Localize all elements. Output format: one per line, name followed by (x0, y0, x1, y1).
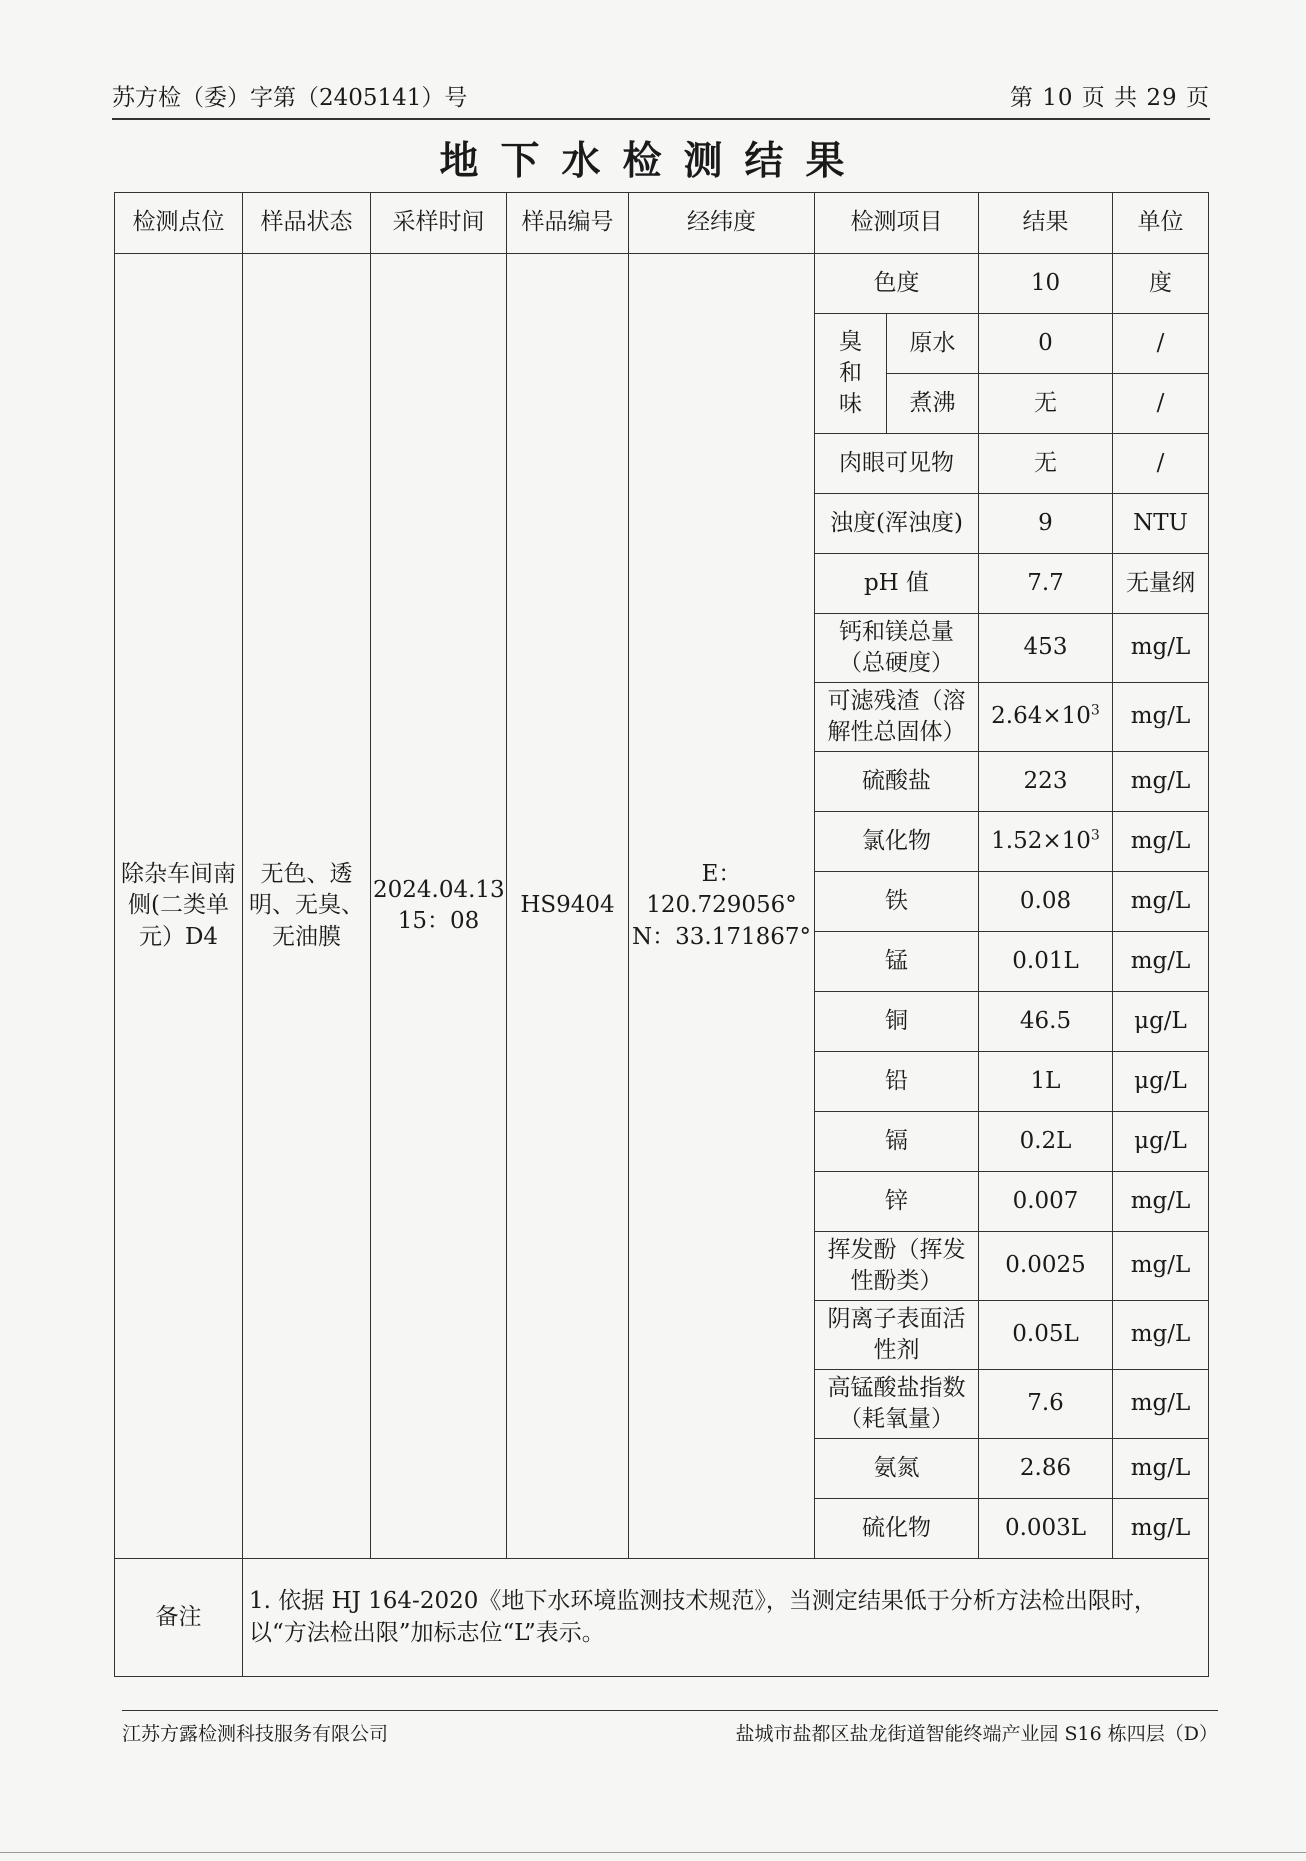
item-result: 0.007 (979, 1172, 1113, 1232)
sample-coordinates (629, 254, 815, 1559)
notes-row (115, 1559, 1209, 1677)
item-unit: mg/L (1113, 812, 1209, 872)
item-unit: mg/L (1113, 614, 1209, 683)
item-result: 9 (979, 494, 1113, 554)
item-name: 锰 (815, 932, 979, 992)
item-result: 无 (979, 434, 1113, 494)
item-unit: mg/L (1113, 1172, 1209, 1232)
item-name: 锌 (815, 1172, 979, 1232)
item-unit: mg/L (1113, 1499, 1209, 1559)
item-result: 453 (979, 614, 1113, 683)
result-base: 1.52×10 (991, 827, 1091, 854)
coord-north: N：33.171867° (631, 923, 811, 950)
odor-group-label: 臭和味 (815, 314, 887, 434)
page-title: 地下水检测结果 (439, 139, 867, 184)
item-unit: NTU (1113, 494, 1209, 554)
sample-time: 2024.04.13 15：08 (371, 254, 507, 1559)
report-number: 苏方检（委）字第（2405141）号 (112, 85, 468, 111)
page-header (112, 84, 1210, 120)
col-header: 检测点位 (115, 193, 243, 254)
item-name: pH 值 (815, 554, 979, 614)
item-result: 0 (979, 314, 1113, 374)
item-unit: mg/L (1113, 872, 1209, 932)
item-name: 高锰酸盐指数（耗氧量） (815, 1370, 979, 1439)
result-exponent: 3 (1090, 702, 1100, 719)
item-result: 0.05L (979, 1301, 1113, 1370)
col-header: 采样时间 (371, 193, 507, 254)
item-result: 0.0025 (979, 1232, 1113, 1301)
item-name: 氨氮 (815, 1439, 979, 1499)
item-name: 硫酸盐 (815, 752, 979, 812)
results-table (114, 192, 1209, 1677)
item-result: 7.6 (979, 1370, 1113, 1439)
notes-label: 备注 (115, 1559, 243, 1677)
item-result: 7.7 (979, 554, 1113, 614)
item-unit: / (1113, 374, 1209, 434)
item-result (979, 812, 1113, 872)
sample-location: 除杂车间南侧(二类单元）D4 (115, 254, 243, 1559)
item-unit: 无量纲 (1113, 554, 1209, 614)
col-header: 结果 (979, 193, 1113, 254)
table-row (115, 254, 1209, 314)
item-unit: mg/L (1113, 752, 1209, 812)
company-name: 江苏方露检测科技服务有限公司 (122, 1723, 389, 1745)
page-bottom-edge (0, 1852, 1306, 1853)
item-name: 硫化物 (815, 1499, 979, 1559)
col-header: 经纬度 (629, 193, 815, 254)
item-name: 钙和镁总量（总硬度） (815, 614, 979, 683)
item-unit: / (1113, 434, 1209, 494)
item-unit: / (1113, 314, 1209, 374)
page-footer (122, 1710, 1218, 1745)
item-result: 0.01L (979, 932, 1113, 992)
item-unit: mg/L (1113, 1232, 1209, 1301)
item-name: 镉 (815, 1112, 979, 1172)
item-name: 色度 (815, 254, 979, 314)
item-result: 2.86 (979, 1439, 1113, 1499)
item-unit: mg/L (1113, 1370, 1209, 1439)
item-unit: mg/L (1113, 932, 1209, 992)
item-name: 可滤残渣（溶解性总固体） (815, 683, 979, 752)
item-unit: 度 (1113, 254, 1209, 314)
item-name: 挥发酚（挥发性酚类） (815, 1232, 979, 1301)
item-result: 0.08 (979, 872, 1113, 932)
item-result: 0.003L (979, 1499, 1113, 1559)
item-name: 肉眼可见物 (815, 434, 979, 494)
result-exponent: 3 (1090, 827, 1100, 844)
item-name: 氯化物 (815, 812, 979, 872)
item-unit: μg/L (1113, 1112, 1209, 1172)
col-header: 单位 (1113, 193, 1209, 254)
item-unit: μg/L (1113, 992, 1209, 1052)
col-header: 检测项目 (815, 193, 979, 254)
item-name: 铅 (815, 1052, 979, 1112)
notes-text: 1. 依据 HJ 164-2020《地下水环境监测技术规范》，当测定结果低于分析方法检出限时，以“方法检出限”加标志位“L”表示。 (243, 1559, 1209, 1677)
col-header: 样品编号 (507, 193, 629, 254)
item-result: 46.5 (979, 992, 1113, 1052)
item-name: 煮沸 (887, 374, 979, 434)
page-info: 第 10 页 共 29 页 (1009, 85, 1210, 111)
item-name: 铁 (815, 872, 979, 932)
item-name: 阴离子表面活性剂 (815, 1301, 979, 1370)
item-result: 1L (979, 1052, 1113, 1112)
item-unit: mg/L (1113, 1301, 1209, 1370)
item-result (979, 683, 1113, 752)
sample-id: HS9404 (507, 254, 629, 1559)
table-header-row (115, 193, 1209, 254)
item-name: 浊度(浑浊度) (815, 494, 979, 554)
coord-east: E：120.729056° (646, 861, 797, 919)
item-name: 原水 (887, 314, 979, 374)
item-result: 223 (979, 752, 1113, 812)
item-unit: μg/L (1113, 1052, 1209, 1112)
item-name: 铜 (815, 992, 979, 1052)
col-header: 样品状态 (243, 193, 371, 254)
item-result: 10 (979, 254, 1113, 314)
item-unit: mg/L (1113, 1439, 1209, 1499)
item-result: 无 (979, 374, 1113, 434)
item-result: 0.2L (979, 1112, 1113, 1172)
company-address: 盐城市盐都区盐龙街道智能终端产业园 S16 栋四层（D） (735, 1723, 1218, 1745)
item-unit: mg/L (1113, 683, 1209, 752)
sample-state: 无色、透明、无臭、无油膜 (243, 254, 371, 1559)
result-base: 2.64×10 (991, 703, 1091, 730)
